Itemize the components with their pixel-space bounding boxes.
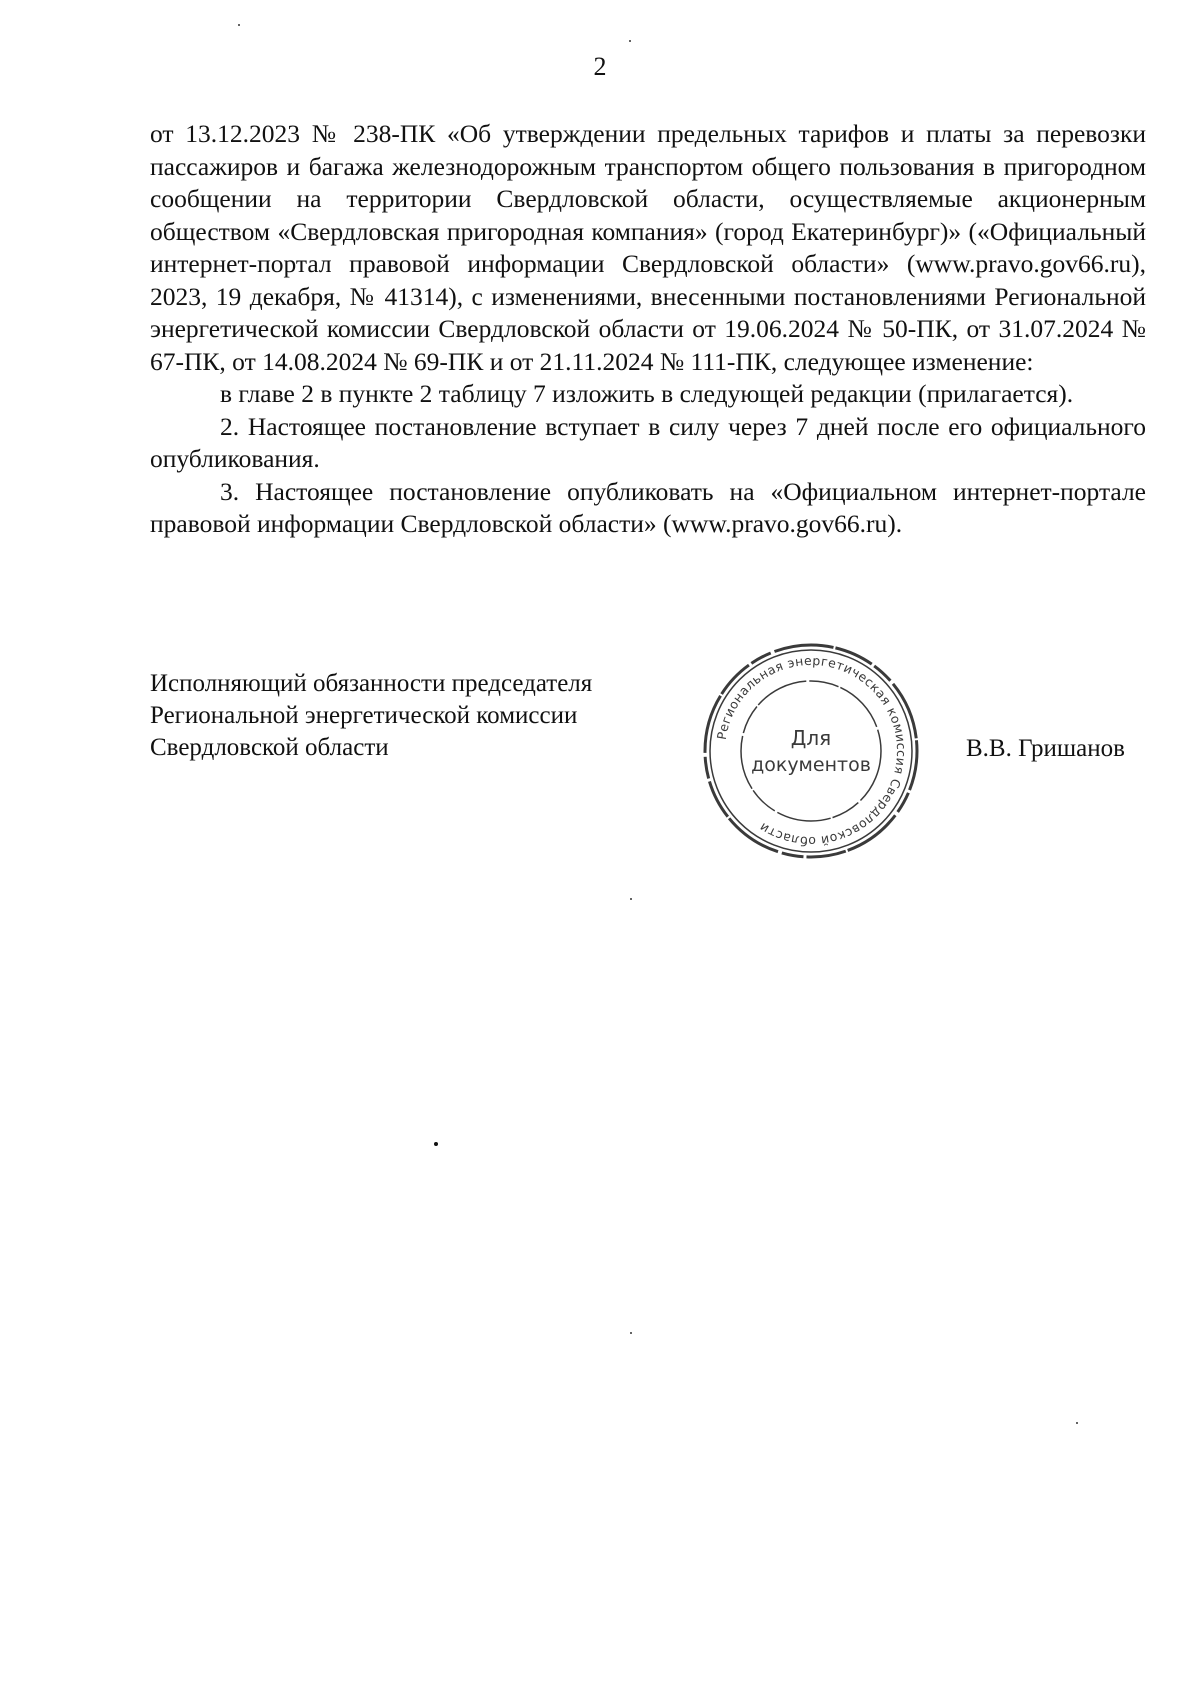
- scan-speck: [434, 1142, 438, 1146]
- position-line-3: Свердловской области: [150, 734, 389, 761]
- seal-center-line-2: документов: [751, 754, 871, 776]
- scan-speck: [1076, 1422, 1078, 1424]
- document-body: [150, 118, 1146, 541]
- position-line-2: Региональной энергетической комиссии: [150, 702, 578, 729]
- seal-inner-ring: [741, 681, 881, 821]
- signer-name: В.В. Гришанов: [966, 735, 1125, 762]
- scan-speck: [238, 24, 240, 26]
- paragraph-publication: 3. Настоящее постановление опубликовать на «Официальном интернет-портале правовой информации Свердловской области» (www.pravo.gov66.ru).: [150, 476, 1146, 538]
- scan-speck: [630, 898, 632, 900]
- official-seal: [700, 640, 922, 862]
- seal-ring-text: Региональная энергетическая комиссия Свердловской области: [713, 652, 910, 850]
- page-number: 2: [593, 52, 607, 81]
- scan-speck: [629, 40, 631, 42]
- paragraph-amended-act: от 13.12.2023 № 238-ПК «Об утверждении предельных тарифов и платы за перевозки пассажиров и багажа железнодорожным транспортом общего пользования в пригородном сообщении на территории Свердловской области, осуществляемые акционерным обществом «Свердловская пригородная компания» (город Екатеринбург)» («Официальный интернет-портал правовой информации Свердловской области» (www.pravo.gov66.ru), 2023, 19 декабря, № 41314), с изменениями, внесенными постановлениями Региональной энергетической комиссии Свердловской области от 19.06.2024 № 50-ПК, от 31.07.2024 № 67-ПК, от 14.08.2024 № 69-ПК и от 21.11.2024 № 111-ПК, следующее изменение:: [150, 119, 1146, 376]
- signature-position: [150, 668, 670, 764]
- position-line-1: Исполняющий обязанности председателя: [150, 670, 593, 697]
- scan-speck: [630, 1332, 632, 1334]
- paragraph-effective-date: 2. Настоящее постановление вступает в силу через 7 дней после его официального опубликования.: [150, 411, 1146, 473]
- paragraph-amendment: в главе 2 в пункте 2 таблицу 7 изложить в следующей редакции (прилагается).: [220, 379, 1074, 408]
- seal-center-line-1: Для: [790, 726, 832, 750]
- seal-outer-ring: [705, 645, 917, 857]
